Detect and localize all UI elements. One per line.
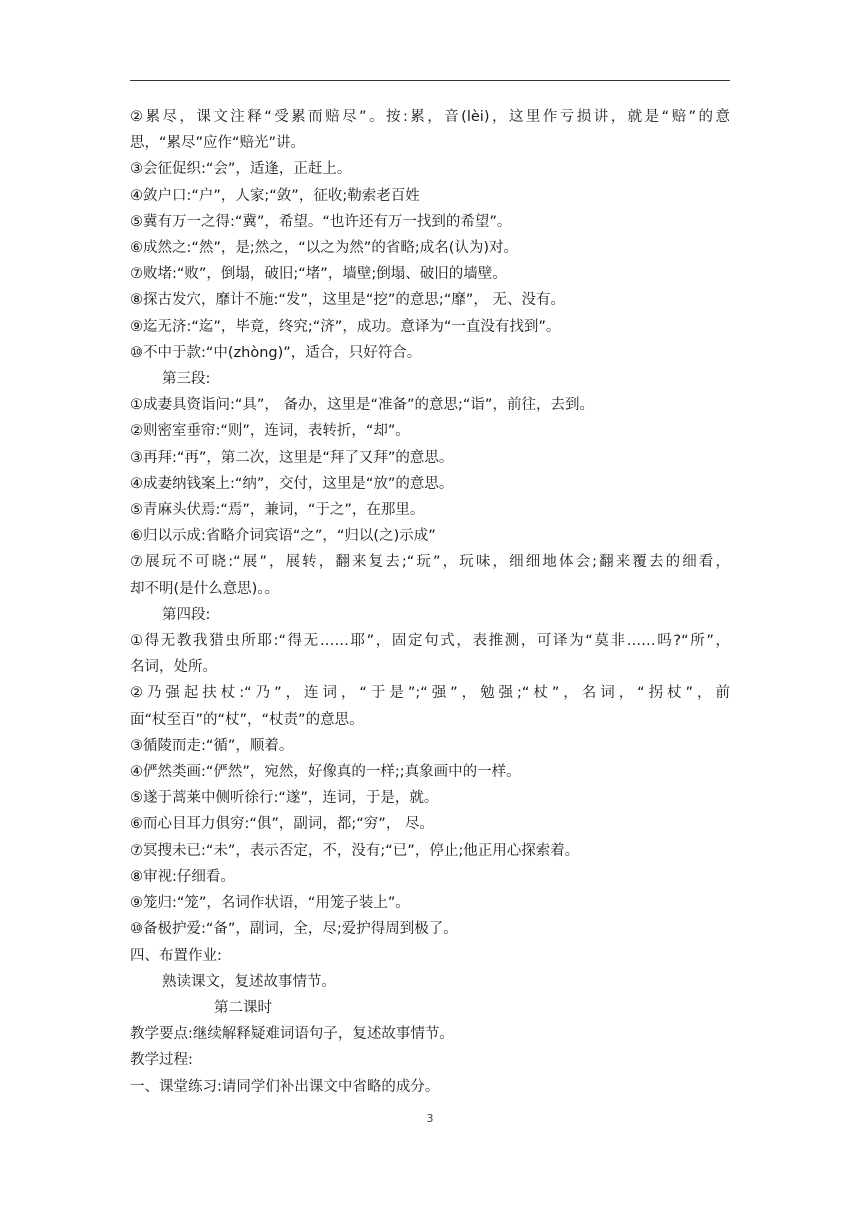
text-line: ⑩不中于款:“中(zhòng)”，适合，只好符合。 [130, 344, 422, 361]
text-line: 思，“累尽”应作“赔光”讲。 [130, 135, 306, 152]
text-line: ⑨迄无济:“迄”，毕竟，终究;“济”，成功。意译为“一直没有找到”。 [130, 318, 561, 335]
text-line: ⑧审视:仔细看。 [130, 868, 235, 885]
text-line: ④敛户口:“户”，人家;“敛”，征收;勒索老百姓 [130, 187, 420, 204]
section-heading: 第三段: [162, 371, 211, 388]
text-line: ⑦展玩不可晓:“展”，展转，翻来复去;“玩”，玩味，细细地体会;翻来覆去的细看， [130, 554, 730, 571]
text-line: ④成妻纳钱案上:“纳”，交付，这里是“放”的意思。 [130, 475, 454, 492]
header-rule [130, 80, 730, 81]
text-line: ⑤青麻头伏焉:“焉”，兼词，“于之”，在那里。 [130, 502, 425, 519]
text-line: 熟读课文，复述故事情节。 [162, 973, 336, 990]
text-line: ⑩备极护爱:“备”，副词，全，尽;爱护得周到极了。 [130, 921, 458, 938]
text-line: ⑥成然之:“然”，是;然之，“以之为然”的省略;成名(认为)对。 [130, 240, 519, 257]
page-body [130, 104, 730, 1100]
text-line: ⑦败堵:“败”，倒塌，破旧;“堵”，墙壁;倒塌、破旧的墙壁。 [130, 266, 507, 283]
text-line: ③再拜:“再”，第二次，这里是“拜了又拜”的意思。 [130, 449, 454, 466]
text-line: ③循陵而走:“循”，顺着。 [130, 737, 294, 754]
text-line: 教学要点:继续解释疑难词语句子，复述故事情节。 [130, 1026, 454, 1043]
text-line: ①得无教我猎虫所耶:“得无……耶”，固定句式，表推测，可译为“莫非……吗?“所”， [130, 633, 730, 650]
text-line: 面“杖至百”的“杖”，“杖责”的意思。 [130, 711, 364, 728]
text-line: ③会征促织:“会”，适逢，正赶上。 [130, 161, 352, 178]
text-line: ②累尽，课文注释“受累而赔尽”。按:累，音(lèi)，这里作亏损讲，就是“赔”的意 [130, 109, 730, 125]
text-line: 教学过程: [130, 1052, 193, 1069]
text-line: 一、课堂练习:请同学们补出课文中省略的成分。 [130, 1078, 440, 1095]
section-heading: 第四段: [162, 606, 211, 623]
text-line: ⑤遂于蒿莱中侧听徐行:“遂”，连词，于是，就。 [130, 790, 439, 807]
text-line: ⑨笼归:“笼”，名词作状语，“用笼子装上”。 [130, 895, 410, 912]
text-line: ②则密室垂帘:“则”，连词，表转折，“却”。 [130, 423, 410, 440]
page-number: 3 [426, 1112, 434, 1125]
section-heading: 四、布置作业: [130, 947, 222, 964]
text-line: ④俨然类画:“俨然”，宛然，好像真的一样;;真象画中的一样。 [130, 764, 521, 781]
text-line: 名词，处所。 [130, 659, 217, 676]
text-line: ⑤冀有万一之得:“冀”，希望。“也许还有万一找到的希望”。 [130, 213, 512, 230]
text-line: ⑥而心目耳力俱穷:“俱”，副词，都;“穷”， 尽。 [130, 816, 434, 833]
text-line: ①成妻具资诣问:“具”， 备办，这里是“准备”的意思;“诣”，前往，去到。 [130, 397, 594, 414]
text-line: ⑦冥搜未已:“未”，表示否定，不，没有;“已”，停止;他正用心探索着。 [130, 842, 580, 859]
text-line: ②乃强起扶杖:“乃”，连词，“于是”;“强”，勉强;“杖”，名词，“拐杖”，前 [130, 685, 730, 702]
text-line: 却不明(是什么意思)。。 [130, 580, 280, 597]
lesson-heading: 第二课时 [214, 999, 272, 1016]
text-line: ⑧探古发穴，靡计不施:“发”，这里是“挖”的意思;“靡”， 无、没有。 [130, 292, 565, 309]
text-line: ⑥归以示成:省略介词宾语“之”，“归以(之)示成” [130, 528, 436, 545]
